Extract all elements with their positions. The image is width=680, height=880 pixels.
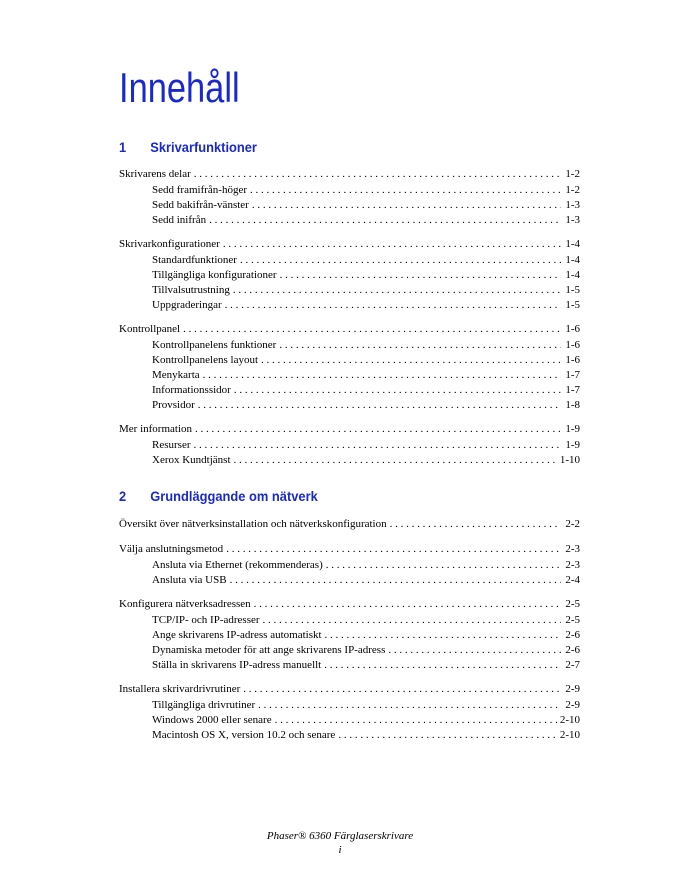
toc-page: 1-6 — [565, 354, 580, 366]
leader-dots — [263, 613, 561, 628]
chapter-number: 1 — [119, 139, 127, 155]
toc-label: Konfigurera nätverksadressen — [119, 598, 251, 610]
toc-page: 1-3 — [565, 199, 580, 211]
leader-dots — [280, 268, 561, 283]
toc-subentry[interactable] — [152, 398, 580, 413]
toc-label: Tillgängliga konfigurationer — [152, 269, 277, 281]
toc-page: 1-4 — [565, 269, 580, 281]
chapter-heading-2[interactable] — [119, 488, 318, 504]
toc-page: 2-9 — [565, 683, 580, 695]
toc-label: Skrivarens delar — [119, 168, 191, 180]
toc-label: Sedd inifrån — [152, 214, 207, 226]
toc-label: Ansluta via Ethernet (rekommenderas) — [152, 559, 323, 571]
toc-label: Windows 2000 eller senare — [152, 714, 272, 726]
leader-dots — [254, 597, 561, 612]
page-title: Innehåll — [119, 64, 240, 111]
toc-entry-valja-anslutningsmetod[interactable] — [119, 542, 580, 557]
footer-page-number: i — [338, 844, 342, 856]
toc-page: 1-5 — [565, 299, 580, 311]
toc-subentry[interactable] — [152, 658, 580, 673]
leader-dots — [279, 338, 561, 353]
toc-subentry[interactable] — [152, 438, 580, 453]
leader-dots — [194, 167, 561, 182]
toc-label: Sedd framifrån-höger — [152, 184, 247, 196]
toc-subentry[interactable] — [152, 698, 580, 713]
toc-label: Ansluta via USB — [152, 574, 227, 586]
toc-label: Sedd bakifrån-vänster — [152, 199, 249, 211]
toc-label: Standardfunktioner — [152, 254, 237, 266]
toc-subentry[interactable] — [152, 268, 580, 283]
toc-subentry[interactable] — [152, 643, 580, 658]
toc-label: Resurser — [152, 439, 191, 451]
toc-label: Informationssidor — [152, 384, 231, 396]
toc-entry-installera-skrivardrivrutiner[interactable] — [119, 682, 580, 697]
toc-page: 1-4 — [565, 254, 580, 266]
toc-page: 1-2 — [565, 184, 580, 196]
toc-page: 2-9 — [565, 699, 580, 711]
toc-subentry[interactable] — [152, 368, 580, 383]
leader-dots — [183, 322, 561, 337]
toc-page: 2-10 — [559, 729, 580, 741]
toc-subentry[interactable] — [152, 338, 580, 353]
leader-dots — [194, 438, 562, 453]
toc-label: Macintosh OS X, version 10.2 och senare — [152, 729, 336, 741]
leader-dots — [324, 658, 561, 673]
toc-label: Ange skrivarens IP-adress automatiskt — [152, 629, 322, 641]
leader-dots — [326, 558, 561, 573]
leader-dots — [198, 398, 561, 413]
toc-label: Menykarta — [152, 369, 200, 381]
toc-page: 2-3 — [565, 543, 580, 555]
toc-subentry[interactable] — [152, 198, 580, 213]
toc-page: 2-3 — [565, 559, 580, 571]
toc-page: 1-7 — [565, 384, 580, 396]
toc-subentry[interactable] — [152, 383, 580, 398]
toc-label: Mer information — [119, 423, 193, 435]
toc-label: Skrivarkonfigurationer — [119, 238, 220, 250]
leader-dots — [234, 383, 561, 398]
chapter-number: 2 — [119, 488, 127, 504]
toc-subentry[interactable] — [152, 558, 580, 573]
toc-page: 1-2 — [565, 168, 580, 180]
toc-page: 1-10 — [559, 454, 580, 466]
toc-label: TCP/IP- och IP-adresser — [152, 614, 260, 626]
toc-page: 2-5 — [565, 598, 580, 610]
toc-subentry[interactable] — [152, 213, 580, 228]
toc-subentry[interactable] — [152, 283, 580, 298]
toc-page: 1-6 — [565, 323, 580, 335]
toc-label: Ställa in skrivarens IP-adress manuellt — [152, 659, 322, 671]
leader-dots — [275, 713, 557, 728]
leader-dots — [243, 682, 561, 697]
toc-page: 2-4 — [565, 574, 580, 586]
toc-label: Kontrollpanelens funktioner — [152, 339, 277, 351]
leader-dots — [390, 517, 561, 532]
leader-dots — [223, 237, 561, 252]
toc-label: Översikt över nätverksinstallation och nätverkskonfiguration — [119, 518, 387, 530]
toc-label: Kontrollpanelens layout — [152, 354, 259, 366]
toc-subentry[interactable] — [152, 573, 580, 588]
toc-entry-mer-information[interactable] — [119, 422, 580, 437]
toc-subentry[interactable] — [152, 453, 580, 468]
leader-dots — [226, 542, 561, 557]
toc-label: Xerox Kundtjänst — [152, 454, 231, 466]
toc-page: 1-9 — [565, 423, 580, 435]
toc-page: 1-6 — [565, 339, 580, 351]
leader-dots — [250, 183, 561, 198]
chapter-title: Grundläggande om nätverk — [150, 488, 318, 504]
toc-label: Dynamiska metoder för att ange skrivarens IP-adress — [152, 644, 386, 656]
toc-subentry[interactable] — [152, 253, 580, 268]
leader-dots — [233, 283, 561, 298]
toc-page: 2-5 — [565, 614, 580, 626]
toc-label: Installera skrivardrivrutiner — [119, 683, 241, 695]
toc-entry-skrivarens-delar[interactable] — [119, 167, 580, 182]
toc-page: 2-10 — [559, 714, 580, 726]
chapter-title: Skrivarfunktioner — [150, 139, 257, 155]
toc-subentry[interactable] — [152, 728, 580, 743]
toc-label: Tillgängliga drivrutiner — [152, 699, 256, 711]
toc-entry-konfigurera-natverksadressen[interactable] — [119, 597, 580, 612]
toc-entry-kontrollpanel[interactable] — [119, 322, 580, 337]
toc-page: 1-7 — [565, 369, 580, 381]
toc-subentry[interactable] — [152, 183, 580, 198]
footer-product-name: Phaser® 6360 Färglaserskrivare — [266, 830, 414, 842]
leader-dots — [209, 213, 561, 228]
toc-subentry[interactable] — [152, 713, 580, 728]
toc-label: Tillvalsutrustning — [152, 284, 230, 296]
leader-dots — [195, 422, 561, 437]
toc-subentry[interactable] — [152, 353, 580, 368]
leader-dots — [258, 698, 561, 713]
toc-page: 1-5 — [565, 284, 580, 296]
leader-dots — [240, 253, 561, 268]
toc-page: 1-9 — [565, 439, 580, 451]
toc-subentry[interactable] — [152, 628, 580, 643]
toc-subentry[interactable] — [152, 298, 580, 313]
leader-dots — [203, 368, 561, 383]
toc-label: Kontrollpanel — [119, 323, 181, 335]
toc-label: Välja anslutningsmetod — [119, 543, 224, 555]
toc-page: 2-2 — [565, 518, 580, 530]
toc-page: 1-3 — [565, 214, 580, 226]
leader-dots — [261, 353, 561, 368]
toc-page: 1-4 — [565, 238, 580, 250]
toc-page: 1-8 — [565, 399, 580, 411]
toc-page: 2-7 — [565, 659, 580, 671]
leader-dots — [252, 198, 561, 213]
chapter-heading-1[interactable] — [119, 139, 257, 155]
toc-page: 2-6 — [565, 644, 580, 656]
leader-dots — [325, 628, 561, 643]
toc-page: 2-6 — [565, 629, 580, 641]
toc-label: Provsidor — [152, 399, 195, 411]
toc-label: Uppgraderingar — [152, 299, 222, 311]
leader-dots — [234, 453, 557, 468]
toc-subentry[interactable] — [152, 613, 580, 628]
leader-dots — [338, 728, 557, 743]
leader-dots — [230, 573, 561, 588]
leader-dots — [388, 643, 561, 658]
toc-entry-skrivarkonfigurationer[interactable] — [119, 237, 580, 252]
toc-entry-oversikt[interactable] — [119, 517, 580, 532]
leader-dots — [225, 298, 561, 313]
